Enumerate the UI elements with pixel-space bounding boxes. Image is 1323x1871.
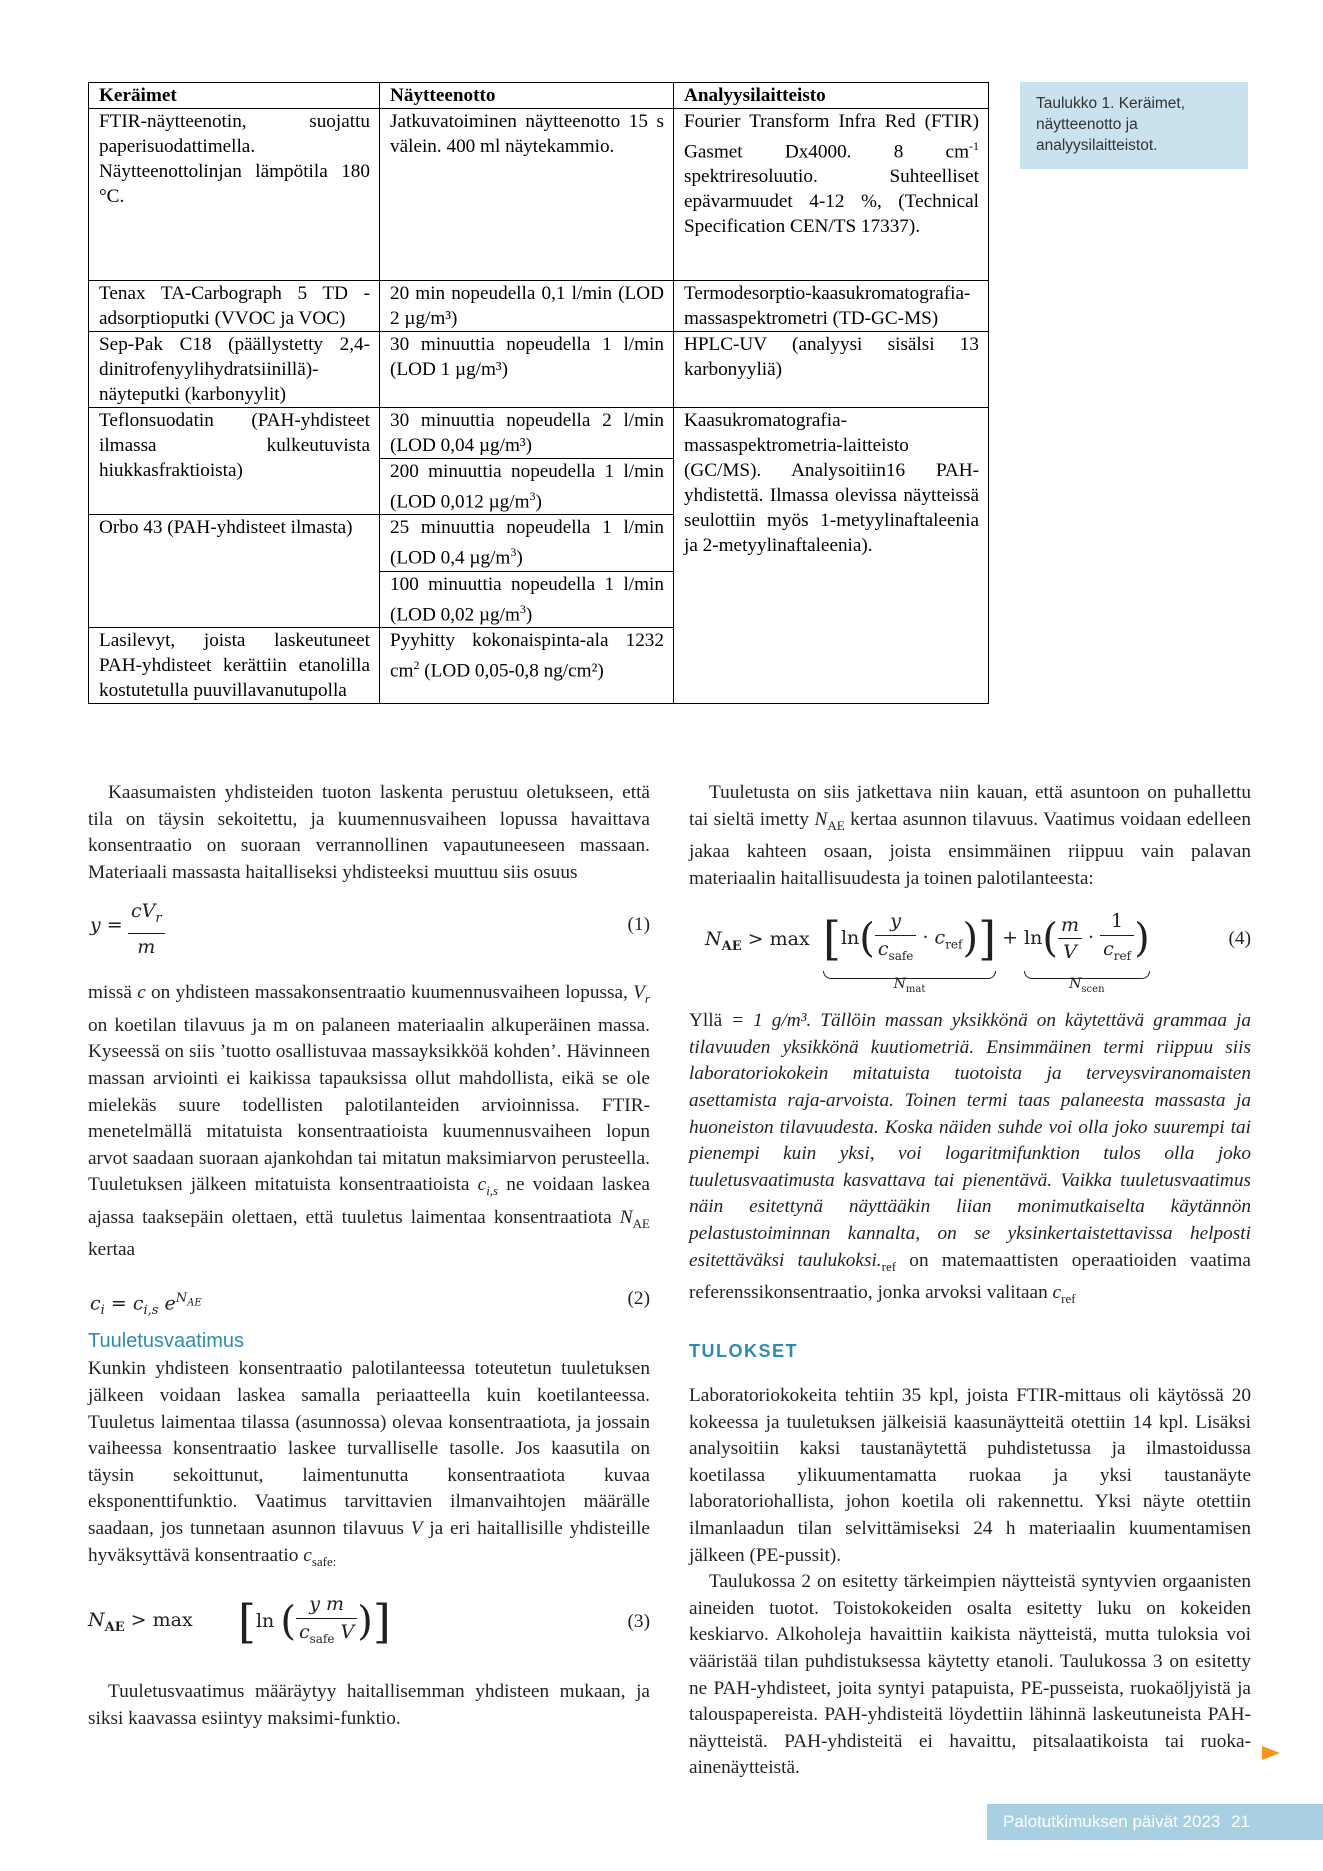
table-cell: Fourier Transform Infra Red (FTIR) Gasmet Dx4000. 8 $cm^{-1}$ spektriresoluutio. Suhteelliset epävarmuudet 4-12 %, (Technical Specification CEN/TS 17337). xyxy=(674,109,989,281)
table-row xyxy=(89,281,989,332)
equation-3: $N_{AE} > \max$ [ln ( $\frac{\text{y m}}{c_{safe} V}$ )] (3) xyxy=(88,1593,650,1649)
table-caption: Taulukko 1. Keräimet, näytteenotto ja analyysilaitteistot. xyxy=(1020,82,1248,169)
paragraph: Tuuletusta on siis jatkettava niin kauan, että asuntoon on puhallettu tai sieltä imetty $N_{AE}$ kertaa asunnon tilavuus. Vaatimus voidaan edelleen jakaa kahteen osaan, joista ensimmäinen riippuu vain palavan materiaalin haitallisuudesta ja toinen palotilanteesta: xyxy=(689,782,1251,889)
table-cell: Lasilevyt, joista laskeutuneet PAH-yhdisteet kerättiin etanolilla kostutetulla puuvillavanutupolla xyxy=(89,628,380,704)
continue-arrow-icon xyxy=(1262,1746,1280,1760)
equation-number: (4) xyxy=(1228,928,1251,950)
table-cell: Orbo 43 (PAH-yhdisteet ilmasta) xyxy=(89,515,380,628)
paragraph: Tuuletusvaatimus määräytyy haitallisemman yhdisteen mukaan, ja siksi kaavassa esiintyy maksimi-funktio. xyxy=(88,1681,650,1729)
table-cell: Teflonsuodatin (PAH-yhdisteet ilmassa kulkeutuvista hiukkasfraktioista) xyxy=(89,408,380,515)
section-heading: Tuuletusvaatimus xyxy=(88,1329,244,1352)
table-cell: HPLC-UV (analyysi sisälsi 13 karbonyyliä) xyxy=(674,332,989,408)
samplers-table xyxy=(88,82,989,704)
table-cell: FTIR-näytteenotin, suojattu paperisuodattimella. Näytteenottolinjan lämpötila 180 °C. xyxy=(89,109,380,281)
right-column xyxy=(689,780,1251,1782)
table-cell: Kaasukromatografia-massaspektrometria-laitteisto (GC/MS). Analysoitiin16 PAH-yhdistettä. Ilmassa olevissa näytteissä seulottiin myös 1-metyylinaftaleenia ja 2-metyylinaftaleenia). xyxy=(674,408,989,704)
col-header-analysis: Analyysilaitteisto xyxy=(674,83,989,109)
table-cell: 100 minuuttia nopeudella 1 l/min (LOD 0,02 $\mu g/m^3$) xyxy=(380,571,674,627)
table-cell: Pyyhitty kokonaispinta-ala 1232 $cm^2$ (LOD 0,05-0,8 ng/cm²) xyxy=(380,628,674,704)
equation-number: (2) xyxy=(627,1287,650,1309)
table-cell: 20 min nopeudella 0,1 l/min (LOD 2 µg/m³) xyxy=(380,281,674,332)
col-header-sampling: Näytteenotto xyxy=(380,83,674,109)
table-header-row xyxy=(89,83,989,109)
table-cell: 30 minuuttia nopeudella 1 l/min (LOD 1 µg/m³) xyxy=(380,332,674,408)
paragraph: Yllä = 1 g/m³. Tällöin massan yksikkönä on käytettävä grammaa ja tilavuuden yksikkönä kuutiometriä. Ensimmäinen termi riippuu siis laboratoriokokein mitatuista tuotoista ja terveysviranomaisten asettamista raja-arvoista. Toinen termi taas palaneesta massasta ja huoneiston tilavuudesta. Koska näiden suhde voi olla joko suurempi tai pienempi kuin yksi, voi logaritmifunktion tulos olla joko tuuletusvaatimusta kasvattava tai pienentävä. Vaikka tuuletusvaatimus näin esitettynä näyttääkin liian monimutkaiselta käytännön pelastustoiminnan kannalta, on se yksinkertaistettavissa helposti esitettäväksi $taulukoksi._{ref}$ on matemaattisten operaatioiden vaatima referenssikonsentraatio, jonka arvoksi valitaan $c_{ref}$ xyxy=(689,1010,1251,1306)
table-cell: 30 minuuttia nopeudella 2 l/min (LOD 0,04 µg/m³) xyxy=(380,408,674,459)
section-heading: TULOKSET xyxy=(689,1341,798,1362)
left-column xyxy=(88,780,650,1732)
page-footer xyxy=(987,1804,1323,1840)
equation-2: $c_i = c_{i,s}$ $e^{N_{AE}}$ (2) xyxy=(90,1287,650,1319)
table-row xyxy=(89,109,989,281)
table-cell: 25 minuuttia nopeudella 1 l/min (LOD 0,4 $\mu g/m^3$) xyxy=(380,515,674,571)
paragraph: Taulukossa 2 on esitetty tärkeimpien näytteistä syntyvien orgaanisten aineiden tuotot. Toistokokeiden osalta esitetty luku on kokeiden keskiarvo. Alkoholeja havaittiin kaikista näytteistä, mutta tuloksia voi vääristää tilan puhdistuksessa käytetty etanoli. Taulukossa 3 on esitetty ne PAH-yhdisteet, joita syntyi patapuista, PE-pusseista, ruokaöljyistä ja talouspapereista. PAH-yhdisteitä löydettiin lähinnä laskeutuneista PAH-näytteistä. PAH-yhdisteitä ei havaittu, pitsalaatikoista tai ruoka-ainenäytteistä. xyxy=(689,1571,1251,1779)
table-cell: Sep-Pak C18 (päällystetty 2,4-dinitrofenyylihydratsiinillä)-näyteputki (karbonyylit) xyxy=(89,332,380,408)
equation-4: $N_{AE} > \max$ [ln( $\frac{y}{c_{safe}}$ · $c_{ref}$)] $N_{mat}$ + ln( $\frac{m}{V}$ · $\frac{1}{c_{ref}}$ ) $N_{scen}$ (4) xyxy=(705,910,1251,995)
paragraph: Kaasumaisten yhdisteiden tuoton laskenta perustuu oletukseen, että tila on täysin sekoitettu, ja kuumennusvaiheen lopussa havaittava konsentraatio on suoraan verrannollinen vapautuneeseen massaan. Materiaali massasta haitalliseksi yhdisteeksi muuttuu siis osuus xyxy=(88,782,650,883)
equation-1: y = $cV_r$ m (1) xyxy=(90,900,650,958)
table-cell: Termodesorptio-kaasukromatografia-massaspektrometri (TD-GC-MS) xyxy=(674,281,989,332)
table-row xyxy=(89,332,989,408)
equation-number: (3) xyxy=(627,1611,650,1633)
table-row xyxy=(89,408,989,459)
table-cell: 200 minuuttia nopeudella 1 l/min (LOD 0,012 $\mu g/m^3$) xyxy=(380,459,674,515)
page-number: 21 xyxy=(1231,1812,1250,1831)
paragraph: missä c on yhdisteen massakonsentraatio kuumennusvaiheen lopussa, $V_r$ on koetilan tilavuus ja m on palaneen materiaalin alkuperäinen massa. Kyseessä on siis ’tuotto osallistuvaa massayksikköä kohden’. Hävinneen massan arviointi ei kaikissa tapauksissa ollut mahdollista, eikä se ole mielekäs suure todellisten palotilanteiden arvioinnissa. FTIR-menetelmällä mitatuista konsentraatioista kuumennusvaiheen lopun arvot saadaan suoraan ajankohdan tai mitatun maksimiarvon perusteella. Tuuletuksen jälkeen mitatuista konsentraatioista $c_{i,s}$ ne voidaan laskea ajassa taaksepäin olettaen, että tuuletus laimentaa konsentraatiota $N_{AE}$ kertaa xyxy=(88,982,650,1261)
paragraph: Kunkin yhdisteen konsentraatio palotilanteessa toteutetun tuuletuksen jälkeen voidaan laskea samalla periaatteella kuin koetilanteessa. Tuuletus laimentaa tilassa (asunnossa) olevaa konsentraatiota, ja jossain vaiheessa konsentraatio laskee turvalliselle tasolle. Jos kaasutila on täysin sekoittunut, laimentunutta konsentraatiota kuvaa eksponenttifunktio. Vaatimus tarvittavien ilmanvaihtojen määrälle saadaan, jos tunnetaan asunnon tilavuus V ja eri haitallisille yhdisteille hyväksyttävä konsentraatio $c_{safe:}$ xyxy=(88,1358,650,1569)
paragraph: Laboratoriokokeita tehtiin 35 kpl, joista FTIR-mittaus oli käytössä 20 kokeessa ja tuuletuksen jälkeisiä kaasunäytteitä otettiin 14 kpl. Lisäksi analysoitiin kaksi taustanäytettä puhdistetussa ja ilmastoidussa koetilassa ylikuumentamatta ruokaa ja yksi taustanäyte laboratoriohallista, johon koetila oli rakennettu. Yksi näyte otettiin ilmanlaadun tilan selvittämiseksi 24 h materiaalin kuumentamisen jälkeen (PE-pussit). xyxy=(689,1385,1251,1566)
table-cell: Jatkuvatoiminen näytteenotto 15 s välein. 400 ml näytekammio. xyxy=(380,109,674,281)
table-cell: Tenax TA-Carbograph 5 TD -adsorptioputki (VVOC ja VOC) xyxy=(89,281,380,332)
col-header-samplers: Keräimet xyxy=(89,83,380,109)
equation-number: (1) xyxy=(627,914,650,936)
journal-name: Palotutkimuksen päivät 2023 xyxy=(1003,1812,1221,1831)
